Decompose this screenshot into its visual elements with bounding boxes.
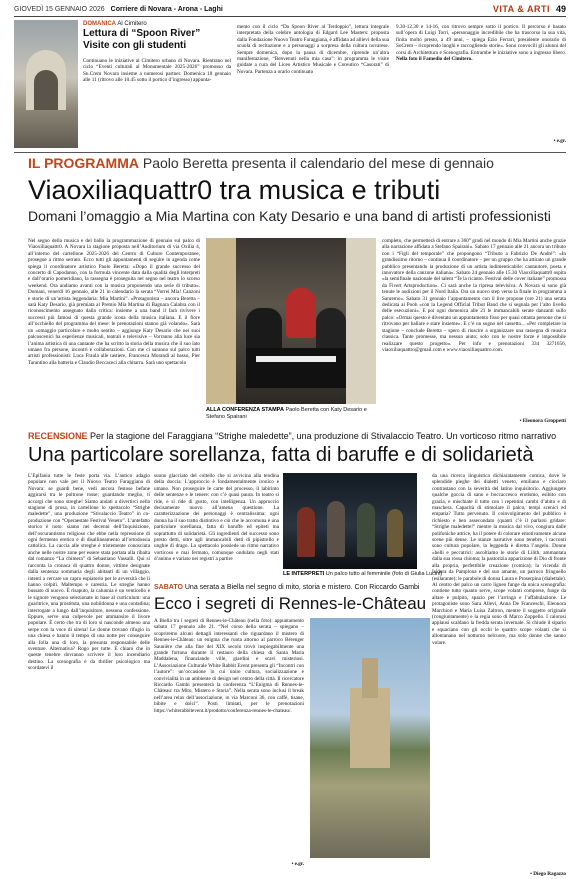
review-col-1: L’Epifania tutte le feste porta via. L’antico adagio popolare non vale per il Nuovo Teatro Faraggiana di Novara: se guardi bene, vedi ancora festose befane aggirarsi tra le poltrone rosse; guardando meglio, ti accorgi che sono streghe! Siamo andati a divertirci nella stagione di prosa, in cartellone lo spettacolo “Strighe maledette”, una produzione “Stivalaccio Teatro” in co-produzione con “Operaestate Festival Veneto”. L’antefatto storico è noto: siamo nei decenni dell’Inquisizione, dell’oscurantismo religioso che ebbe nella repressione di ogni fermento eretico e di disallineamento all’ortodossia cattolica. La caccia alle streghe è tristemente conosciuta anche nelle nostre zone per essere stata portata alla ribalta dal romanzo “La chimera” di Sebastiano Vassalli. Qui si racconta la cronaca di quattro donne, vittime designate dalla sentenza sommaria degli abitanti di un villaggio, intenti a cercare un capro espiatorio per le avversità che li hanno colpiti. Maltempo e carestia. Le streghe hanno bussato di nuovo. È risaputo, la calunnia è un venticello e le signore vengono selezionate in base al curriculum: una guaritrice, una prostituta, una nobildonna e una contadina; interrogate a lungo dall’inquisitore, nessuna confessione. Eppure, serve una colpevole per ammansire il livore popolare. È certo che tra di loro si nasconde almeno una serpe con la voce di sirena! Le donne trovano rifugio in una chiesa e hanno il tempo di una notte per conseguire alla folla una di loro, la presunta responsabile delle sventure. Alternativa? Rogo per tutte. È chiaro che in queste tenebre dovranno scrivere il loro incendiario destino. La scenografia è da thriller psicologico ma scordatevi il [28,473,150,672]
top-col-3-text: 9.30-12.30 e 14-16, con ritrovo sempre sotto il portico. Il percorso è basato sull’opera di Luigi Torri, «personaggio incredibile che ha trascorso la sua vita, finita molto presto, a 49 anni, – spiega Ezio Ferrari, presidente onorario di SoCrem – ricoprendo luoghi e raccogliendo storie». Sono convocili gli alunni del corsi di Architettura e Scenografia. Entrambe le iniziative sono a ingresso libero. [396,24,566,56]
review-signature: • Diego Ragazzo [530,871,566,877]
press-conference-photo [206,238,376,404]
main-photo-caption: ALLA CONFERENZA STAMPA Paolo Beretta con Katy Desario e Stefano Spairani [206,407,367,420]
top-title-1: Lettura di “Spoon River” [83,28,201,39]
sabato-signature: • e.gr. [291,861,304,867]
main-col-3: completo, che permetterà di entrare a 360° gradi nel mondo di Mia Martini anche grazie alla narrazione affidata a Stefano Spairani». Sabato 17 gennaio alle 21 ancora un tributo con i “Figli del temporale” che propongono “Tributo a Fabrizio De André”: «In grandissimo ritorno – continua il coordinatore – per un gruppo che ha attirato un grande pubblico presentando la produzione di un artista indimenticabile: cantautore, poeta e innovatore della canzone italiana». Sabato 24 gennaio alle 15.30 Viaoxiliaquattr0 ospita «la semifinale nazionale del talent “Te la ricanto. Festival delle cover italiane” promossa da Fivert Artsproduction». Ci sarà anche la ripresa televisiva. A Novara si sono già tenute le audizioni per il Nord Italia. Ora un nuovo step verso la finale in programma a Sanremo». Sabato 31 gennaio l’appuntamento con il live propone (ore 21) una serata dedicata ai Pooh «con la Legend Official Tribut Band che si segnala per l’alto livello delle esecuzioni». E poi ogni domenica alle 21 le immancabili serate danzanti sullo palco: «Ormai questo è diventato un appuntamento fisso per quasi ottanta persone che si ritrovano per ballare e stare insieme». E c’è un sogno nel cassetto... «Per completare la stagione – conclude Beretta – spero di riuscire a organizzare una rassegna di musica classica. Tante promesse, ma nessun aiuto; solo con le nostre forze è impossibile realizzare questo progetto». Per info e prenotazioni 334 3271656, viaoxiliaquattro@gmail.com e www.viaoxiliaquattro.com. [382,238,566,353]
header-paper: Corriere di Novara - Arona - Laghi [110,5,223,13]
header-section: VITA & ARTI [492,4,550,14]
main-overline: IL PROGRAMMA Paolo Beretta presenta il calendario del mese di gennaio [28,155,494,171]
review-col-3: da una ricerca linguistica dichiaratamente comica, dove le splendide pieghe dei dialetti veneto, emiliano e ciociaro contrastano con la severità del latino inquisitorio. Aggiungete qualche goccia di sano e boccaccesco erotismo, esibito con grazia, e mischiate il tutto con i repentini cambi d’abito e di maschera. Capacità di stimolare il palco, tempi scenici ed empatia? Tutto pervenuto. Il coinvolgimento del pubblico è richiesto e ben assecondato (quanti c’è il parlarsi gridare: “Strighe maledette!” mentre la musica dal vivo, congiura dalle polifoniche attrice, ha il potere di colorare emotivamente alcune scene più dense. Le stanze narrative sono tenebre, i racconti sono cultura popolare, la leggenda è diretta l’angelo. Donne «belli e peccatrici: ascoltiamo le storie di Lilith, ammantata dalla sua rossa chioma; la pastorizia apparizione di Dio di fronte alla propria, perfettibile creazione (comica); la vicenda di Isidora da Pamplona e del suo amante, un parroco fringuello (esilarante); le parabole di donna Laura e Proserpina (dialettale). Al centro del palco un carro ligneo funge da unica scenografia: contiene tutto quanto serve, scope volanti comprese, funge da altare e pulpito, spazio per l’arringa e l’affabulazione. Le protagoniste sono Sara Allevi, Anna De Franceschi, Eleonora Marchiori e Maria Luisa Zaltron, mentre il soggetto originale (congiuntamente) e la regia sono di Marco Zoppello. I calorosi applausi scaldano la fredda serata invernale. Si chiude il sipario e squaciano con gli occhi le quattro scope volanti che si allontanano nel notturno nelcuore, ma solo donne che sanno volare. [432,473,566,646]
top-col-3-photo-note: Nella foto il Famedio del Cimitero. [396,56,473,63]
main-signature: • Eleonora Groppetti [519,418,566,424]
review-col-2: suono glacciato del coltello che si avvicina alla tendina della doccia. L’approccio è fondamentalmente ironico e umano. Non proseguire le carte del processo, il labirinto delle sentenze e le tenere: con c’è quasi paura. In teatro si ride, e si ride di gusto, con intelligenza. Un approccio decisamente nuovo all’amena questione. La caratterizzazione dei personaggi è centralissima: ogni donna ha il suo tratto distintivo e ciò che le accomuna è una particolare sorellanza, fatta di baruffe ed epiteti ma soprattutto di solidarietà. Gli ingredienti del successo sono presto detti, oltre agli immancabili dettì di pipistrello e unghie di drago. Lo spettacolo possiede un ritmo narrativo vorticoso e mai fermato, comunque ondulato negli stati d’animo e variato nei registri a partire [154,473,279,563]
top-title-2: Visite con gli studenti [83,40,187,51]
sabato-overline: SABATO Una serata a Biella nel segno di mito, storia e mistero. Con Riccardo Gambi [154,584,420,591]
main-col-1: Nel segno della musica e del ballo la programmazione di gennaio sul palco di Viaoxiliaquattr0. A Novara la stagione proposta nell’Auditorium di via Oxilia 4, all’interno del cartellone 2025-2026 del Centro di Culture Contemporanee, prosegue a ritmo serrato. Ecco tutti gli appuntamenti di seguire in agenda come spiega il coordinatore artistico Paolo Beretta: «Dopo il grande successo del concerto di Capodanno, con la formula vincente data dalla qualità degli interpreti e dall’orario pomeridiano, la rassegna è proseguita nel segno nel teatro lo scorso weekend. Ora andiamo avanti con la musica proponendo una serie di tributo». Domani, venerdì 16 gennaio, alle 21 in calendario la serata “Vorrei Mia! Canzoni e storie di un’artista leggendaria: Mia Martini”. «Protagonista – ancora Beretta – sarà Katy Desario, già premiata al Premio Mia Martina di Bagnara Calabra con il riconoscimento assegnato dalla critica: insieme a una band il farà rivivere i successi più famosi di questa grande icona della musica italiana. E il fiore all’occhiello del programma del mese: le prenotazioni stanno già volando». Sarà un «omaggio particolare e molto sentito – aggiunge Katy Desario che nei suoi palcoscenici ha esperienze musicali, teatrali e televisive – Vorranno alla luce sia l’anima artistica di una cantante che ha scritto la storia della musica che il suo lato umano fra persone, incontri e collaborazioni. Con me ci saranno sul palco tutti artisti professionisti: Luca Fraula alle tastiere, Francesca Morandi al basso, Pier Tarantino alla batteria e Claudio Beccaceci alla chitarra. Sarà uno spettacolo [28,238,200,366]
review-photo-caption: LE INTERPRETI Un palco tutto al femminile (foto di Giulia Lucini) [283,571,443,577]
header-page-number: 49 [555,4,566,14]
top-signature: • e.gr. [553,138,566,144]
review-stage-photo [283,473,417,569]
page-header [14,2,566,17]
top-place: Al Cimitero [117,21,147,27]
rennes-le-chateau-photo [310,618,430,858]
review-kicker: RECENSIONE [28,431,88,441]
main-kicker: IL PROGRAMMA [28,155,139,171]
top-col-2: mento con il ciclo “Da Spoon River al Terdoppio”, lettura integrale interpretata della celebre antologia di Edgard Lee Masters: proposta dalla Fondazione Nuovo Teatro Faraggiana, è affidata ad allievi della sua scuola di recitazione e a personaggi a sorpresa della cultura novarese. Sempre domenica, dopo la pausa di dicembre, riprende un’altra manifestazione, “Benvenuti nella mia casa”: in programma le visite guidate a cura del Liceo Artistico Musicale e Coreutico “Casorati” di Novara. Partenza a orario continuato [237,24,389,75]
top-kicker: DOMANICA [83,21,116,27]
sabato-kicker: SABATO [154,584,183,591]
top-col-1: Continuano le iniziative al Cimitero urbano di Novara. Rientrano nel ciclo “Eventi culturali al Monumentale 2025-2026” promosso da Sn.Crem Novara insieme a numerosi partner. Domenica 18 gennaio alle 11 (ritrovo alle 10.45 sotto il portico d’ingresso) appunta- [83,58,231,84]
divider [14,152,566,153]
top-col-3 [396,24,566,62]
review-overline: RECENSIONE Per la stagione del Faraggiana “Strighe maledette”, una produzione di Stivalaccio Teatro. Un vorticoso ritmo narrativo [28,431,557,441]
main-title: Viaoxiliaquattr0 tra musica e tributi [28,175,441,205]
review-title: Una particolare sorellanza, fatta di baruffe e di solidarietà [28,444,534,466]
main-subtitle: Domani l’omaggio a Mia Martina con Katy Desario e una band di artisti professionisti [28,208,551,224]
header-date: GIOVEDÌ 15 GENNAIO 2026 [14,5,105,13]
famedio-photo [14,20,78,148]
sabato-title: Ecco i segreti di Rennes-le-Château [154,594,427,613]
sabato-body: A Biella tra i segreti di Rennes-le-Château (nella foto): appuntamento sabato 17 gennaio alle 21. “Nel corso della serata – spiegano – scopriremo alcuni dettagli interessanti che riguardano il mistero di Rennes-le-Château: un enigma che ruota attorno al parroco Bérenger Saunière che alla fine del XIX secolo trovò inspiegabilmente una grande fortuna durante il restauro della chiesa di Santa Maria Maddalena, finanziando ville, giardini e scavi misteriosi. L’Associazione Culturale White Rabbit Event presenta gli “Incontri con l’autore”: un’occasione in cui unire cultura, socializzazione e convivialità in un ambiente di design nel centro della città. Il ricercatore Riccardo Gambi presenterà la conferenza “L’Enigma di Rennes-le-Château: tra Mito, Mistero e Storia”. Nella serata sono inclusi il break nell’area relax dell’associazione, in via Marconi 36, con caffè, tisane, bibite e dolci”. Posti limitati, per le prenotazioni https://whiterabbitevent.it/prodotto/conferenza-rennes-le-chateau/. [154,618,304,714]
